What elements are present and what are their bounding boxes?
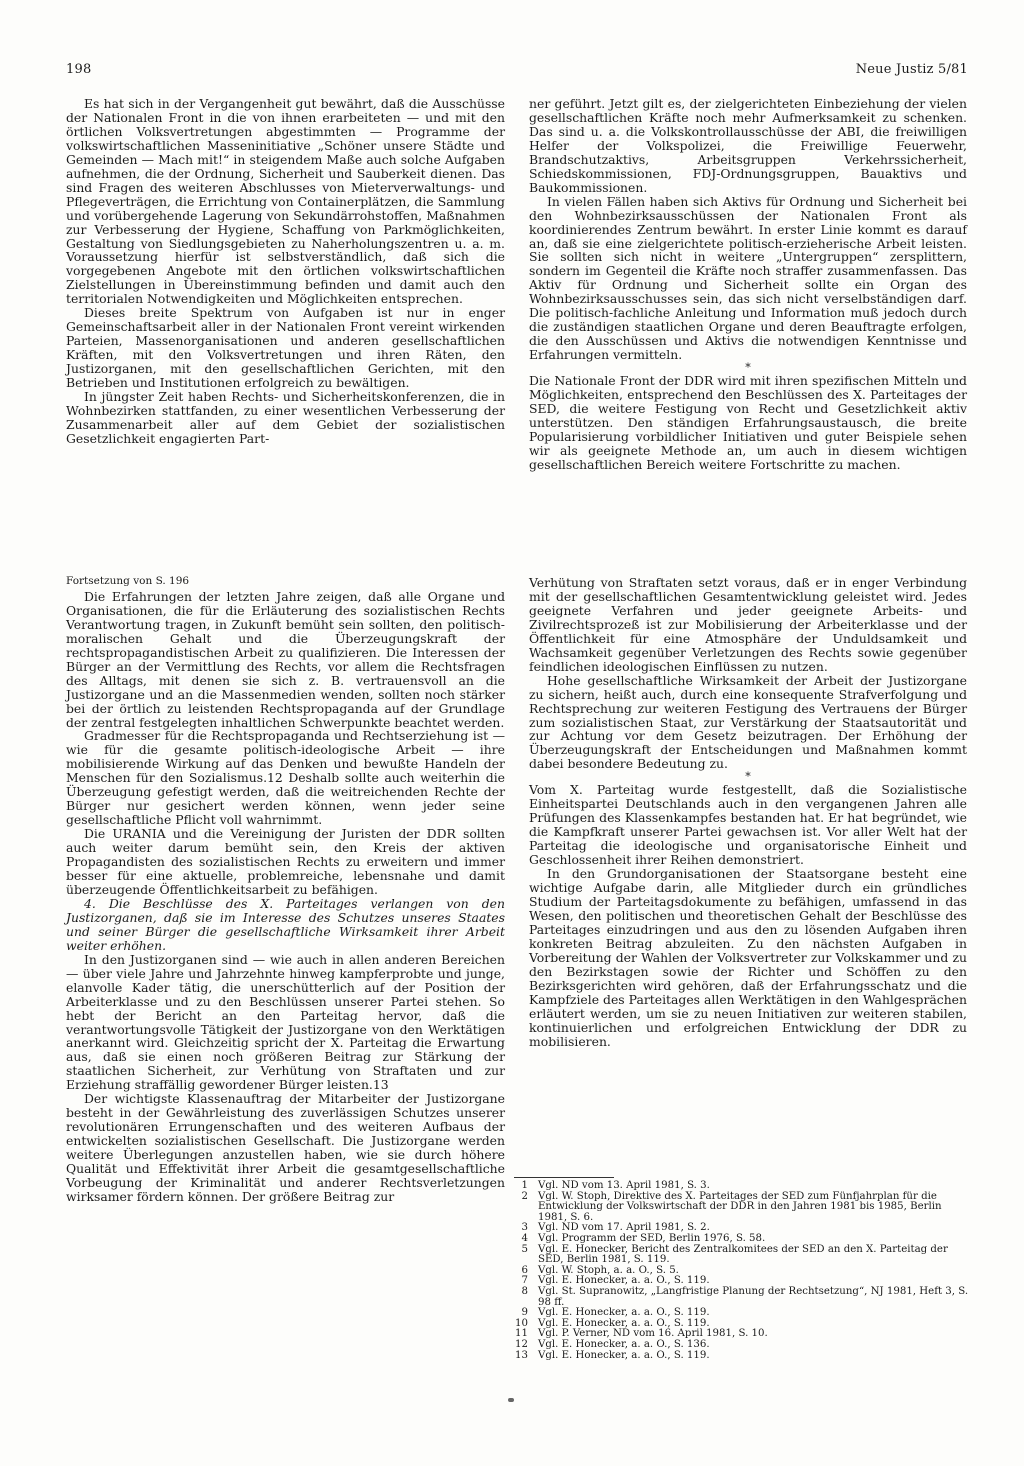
footnote bbox=[510, 1351, 970, 1362]
paragraph: Die Erfahrungen der letzten Jahre zeigen, daß alle Organe und Organisationen, die für die Erläuterung des sozialistischen Rechts Verantwortung tragen, in Zukunft bemüht sein sollten, den politisch-moralischen Gehalt und die Überzeugungskraft der rechtspropagandistischen Arbeit zu qualifizieren. Die Interessen der Bürger an der Vermittlung des Rechts, vor allem die Rechtsfragen des Alltags, mit denen sie sich z. B. vertrauensvoll an die Justizorgane und an die Massenmedien wenden, sollten noch stärker bei der örtlich zu leistenden Rechtspropaganda auf der Grundlage der zentral festgelegten inhaltlichen Schwerpunkte beachtet werden. bbox=[66, 588, 505, 730]
footnote-number: 7 bbox=[521, 1275, 528, 1287]
footnote bbox=[510, 1287, 970, 1308]
paragraph: Gradmesser für die Rechtspropaganda und Rechtserziehung ist — wie für die gesamte politisch-ideologische Arbeit — ihre mobilisierende Wirkung auf das Denken und bewußte Handeln der Menschen für den Sozialismus.12 Deshalb sollte auch weiterhin die Überzeugung gefestigt werden, daß die weitreichenden Rechte der Bürger nur gesichert werden können, wenn jeder seine gesellschaftliche Pflicht voll wahrnimmt. bbox=[66, 728, 505, 828]
journal-issue: Neue Justiz 5/81 bbox=[855, 62, 968, 77]
footnote bbox=[510, 1192, 970, 1224]
footnote-text: Vgl. ND vom 13. April 1981, S. 3. bbox=[538, 1180, 710, 1191]
paragraph: In den Grundorganisationen der Staatsorgane besteht eine wichtige Aufgabe darin, alle Mitglieder durch ein gründliches Studium der Parteitagsdokumente zu befähigen, umfassend in das Wesen, den politischen und theoretischen Gehalt der Beschlüsse des Parteitages einzudringen und aus den zu lösenden Aufgaben ihren konkreten Beitrag abzuleiten. Zu den nächsten Aufgaben in Vorbereitung der Wahlen der Volksvertreter zur Volkskammer und zu den Bezirkstagen sowie der Richter und Schöffen zu den Bezirksgerichten wird gehören, daß der Erfahrungsschatz und die Kampfziele des Parteitages allen Werktätigen in den Wahlgesprächen erläutert werden, um sie zu neuen Initiativen zur weiteren stabilen, kontinuierlichen und erfolgreichen Entwicklung der DDR zu mobilisieren. bbox=[529, 866, 967, 1049]
footnote-number: 1 bbox=[521, 1180, 528, 1191]
paragraph: In vielen Fällen haben sich Aktivs für Ordnung und Sicherheit bei den Wohnbezirksausschüssen der Nationalen Front als koordinierendes Zentrum bewährt. In erster Linie kommt es darauf an, daß sie eine zielgerichtete politisch-erzieherische Arbeit leisten. Sie sollten sich nicht in weitere „Untergruppen“ zersplittern, sondern im Gegenteil die Kräfte noch straffer zusammenfassen. Das Aktiv für Ordnung und Sicherheit sollte ein Organ des Wohnbezirksausschusses sein, das sich nicht verselbständigen darf. Die politisch-fachliche Anleitung und Information muß jedoch durch die zuständigen staatlichen Organe und deren Beauftragte erfolgen, die den Ausschüssen und Aktivs die notwendigen Kenntnisse und Erfahrungen vermitteln. bbox=[529, 193, 967, 363]
section-heading: 4. Die Beschlüsse des X. Parteitages verlangen von den Justizorganen, daß sie im Interesse des Schutzes unseres Staates und seiner Bürger die gesellschaftliche Wirksamkeit ihrer Arbeit weiter erhöhen. bbox=[66, 895, 505, 953]
footnote-number: 5 bbox=[521, 1243, 528, 1255]
footnote-text: Vgl. P. Verner, ND vom 16. April 1981, S. 10. bbox=[538, 1328, 768, 1340]
footnote-number: 13 bbox=[515, 1349, 528, 1361]
paragraph: ner geführt. Jetzt gilt es, der zielgerichteten Einbeziehung der vielen gesellschaftlichen Kräfte noch mehr Aufmerksamkeit zu schenken. Das sind u. a. die Volkskontrollausschüsse der ABI, die freiwilligen Helfer der Volkspolizei, die Freiwillige Feuerwehr, Brandschutzaktivs, Arbeitsgruppen Verkehrssicherheit, Schiedskommissionen, FDJ-Ordnungsgruppen, Bauaktivs und Baukommissionen. bbox=[529, 96, 967, 195]
footnote-text: Vgl. E. Honecker, Bericht des Zentralkomitees der SED an den X. Parteitag der SED, Berlin 1981, S. 119. bbox=[538, 1243, 948, 1266]
paragraph: Dieses breite Spektrum von Aufgaben ist nur in enger Gemeinschaftsarbeit aller in der Nationalen Front vereint wirkenden Parteien, Massenorganisationen und anderen gesellschaftlichen Kräften, mit den Volksvertretungen und ihren Räten, den Justizorganen, mit den gesellschaftlichen Gerichten, mit den Betrieben und Institutionen erfolgreich zu bewältigen. bbox=[66, 305, 505, 391]
footnote-text: Vgl. E. Honecker, a. a. O., S. 119. bbox=[538, 1349, 710, 1361]
bottom-right-column bbox=[529, 576, 967, 1048]
bottom-left-column bbox=[66, 575, 505, 1204]
paragraph: Die URANIA und die Vereinigung der Juristen der DDR sollten auch weiter darum bemüht sein, den Kreis der aktiven Propagandisten des sozialistischen Rechts zu erweitern und immer besser für eine aktuelle, problemreiche, lebensnahe und damit überzeugende Öffentlichkeitsarbeit zu befähigen. bbox=[66, 826, 505, 897]
footnote-text: Vgl. E. Honecker, a. a. O., S. 136. bbox=[538, 1338, 710, 1350]
footnote bbox=[510, 1181, 970, 1192]
paragraph: In den Justizorganen sind — wie auch in allen anderen Bereichen — über viele Jahre und Jahrzehnte hinweg kampferprobte und junge, elanvolle Kader tätig, die unerschütterlich auf der Position der Arbeiterklasse und zu den Beschlüssen unserer Partei stehen. So hebt der Bericht an den Parteitag hervor, daß die verantwortungsvolle Tätigkeit der Justizorgane von den Werktätigen anerkannt wird. Gleichzeitig spricht der X. Parteitag die Erwartung aus, daß sie einen noch größeren Beitrag zur Stärkung der staatlichen Sicherheit, zur Verhütung von Straftaten und zur Erziehung straffällig gewordener Bürger leisten.13 bbox=[66, 951, 505, 1093]
footnote-text: Vgl. E. Honecker, a. a. O., S. 119. bbox=[538, 1275, 710, 1287]
paragraph: Vom X. Parteitag wurde festgestellt, daß die Sozialistische Einheitspartei Deutschlands auch in den vergangenen Jahren alle Prüfungen des Klassenkampfes bestanden hat. Er hat begründet, wie die Kampfkraft unserer Partei gewachsen ist. Vor aller Welt hat der Parteitag die ideologische und organisatorische Einheit und Geschlossenheit ihrer Reihen demonstriert. bbox=[529, 782, 967, 868]
top-right-column bbox=[529, 97, 967, 472]
footnote-number: 11 bbox=[515, 1328, 528, 1340]
footnote-text: Vgl. E. Honecker, a. a. O., S. 119. bbox=[538, 1307, 710, 1319]
footnote-text: Vgl. E. Honecker, a. a. O., S. 119. bbox=[538, 1317, 710, 1329]
paragraph: Der wichtigste Klassenauftrag der Mitarbeiter der Justizorgane besteht in der Gewährleistung des zuverlässigen Schutzes unserer revolutionären Errungenschaften und des weiteren Aufbaus der entwickelten sozialistischen Gesellschaft. Die Justizorgane werden weitere Überlegungen anzustellen haben, wie sie durch höhere Qualität und Effektivität ihrer Arbeit die gesamtgesellschaftliche Vorbeugung der Kriminalität und anderer Rechtsverletzungen wirksamer fördern können. Der größere Beitrag zur bbox=[66, 1091, 505, 1204]
footnote bbox=[510, 1234, 970, 1245]
footnotes bbox=[510, 1181, 970, 1361]
footnote-text: Vgl. Programm der SED, Berlin 1976, S. 58. bbox=[538, 1232, 766, 1244]
paragraph: Es hat sich in der Vergangenheit gut bewährt, daß die Ausschüsse der Nationalen Front in die von ihnen erarbeiteten — und mit den örtlichen Volksvertretungen abgestimmten — Programme der volkswirtschaftlichen Masseninitiative „Schöner unsere Städte und Gemeinden — Mach mit!“ in steigendem Maße auch solche Aufgaben aufnehmen, die der Ordnung, Sicherheit und Sauberkeit dienen. Das sind Fragen des weiteren Abschlusses von Mieterverwaltungs- und Pflegeverträgen, die Errichtung von Containerplätzen, die Sammlung und vorübergehende Lagerung von Sekundärrohstoffen, Maßnahmen zur Verbesserung der Hygiene, Schaffung von Parkmöglichkeiten, Gestaltung von Siedlungsgebieten zu Naherholungszentren u. a. m. Voraussetzung hierfür ist selbstverständlich, daß sich die vorgegebenen Angebote mit den örtlichen volkswirtschaftlichen Zielstellungen in Übereinstimmung befinden und damit auch den territorialen Notwendigkeiten und Möglichkeiten entsprechen. bbox=[66, 96, 505, 307]
footnote-number: 4 bbox=[521, 1232, 528, 1244]
paragraph: In jüngster Zeit haben Rechts- und Sicherheitskonferenzen, die in Wohnbezirken stattfanden, zu einer wesentlichen Verbesserung der Zusammenarbeit aller auf dem Gebiet der sozialistischen Gesetzlichkeit engagierten Part- bbox=[66, 389, 505, 446]
paragraph: Die Nationale Front der DDR wird mit ihren spezifischen Mitteln und Möglichkeiten, entsprechend den Beschlüssen des X. Parteitages der SED, die weitere Festigung von Recht und Gesetzlichkeit aktiv unterstützen. Den ständigen Erfahrungsaustausch, die breite Popularisierung vorbildlicher Initiativen und guter Beispiele sehen wir als geeignete Methode an, um auch in diesem wichtigen gesellschaftlichen Bereich weitere Fortschritte zu machen. bbox=[529, 373, 967, 472]
page-number: 198 bbox=[66, 62, 92, 77]
paragraph: Hohe gesellschaftliche Wirksamkeit der Arbeit der Justizorgane zu sichern, heißt auch, durch eine konsequente Strafverfolgung und Rechtsprechung zur weiteren Festigung des Vertrauens der Bürger zum sozialistischen Staat, zur Verstärkung der Staatsautorität und zur Achtung vor dem Gesetz beizutragen. Der Erhöhung der Überzeugungskraft der Entscheidungen und Maßnahmen kommt dabei besondere Bedeutung zu. bbox=[529, 672, 967, 772]
footnote-number: 8 bbox=[521, 1285, 528, 1297]
footnote-text: Vgl. St. Supranowitz, „Langfristige Planung der Rechtsetzung“, NJ 1981, Heft 3, S. 98 ff. bbox=[538, 1285, 969, 1308]
footnote-number: 10 bbox=[515, 1317, 528, 1329]
footnote-number: 3 bbox=[521, 1222, 528, 1234]
section-separator: * bbox=[745, 770, 751, 784]
footnote-divider bbox=[514, 1177, 614, 1178]
footnote-text: Vgl. ND vom 17. April 1981, S. 2. bbox=[538, 1222, 710, 1234]
footnote-text: Vgl. W. Stoph, Direktive des X. Parteitages der SED zum Fünfjahrplan für die Entwicklung der Volkswirtschaft der DDR in den Jahren 1981 bis 1985, Berlin 1981, S. 6. bbox=[538, 1190, 942, 1223]
top-left-column bbox=[66, 97, 505, 446]
footnote bbox=[510, 1340, 970, 1351]
footnote-text: Vgl. W. Stoph, a. a. O., S. 5. bbox=[538, 1264, 679, 1276]
section-separator: * bbox=[745, 361, 751, 375]
print-speck bbox=[508, 1398, 514, 1402]
footnote-number: 12 bbox=[515, 1338, 528, 1350]
footnote-number: 6 bbox=[521, 1264, 528, 1276]
continuation-note: Fortsetzung von S. 196 bbox=[66, 575, 190, 587]
footnote-number: 2 bbox=[521, 1190, 528, 1202]
footnote bbox=[510, 1245, 970, 1266]
footnote-number: 9 bbox=[521, 1307, 528, 1319]
paragraph: Verhütung von Straftaten setzt voraus, daß er in enger Verbindung mit der gesellschaftlichen Gesamtentwicklung geleistet wird. Jedes geeignete Verfahren und jeder geeignete Arbeits- und Zivilrechtsprozeß ist zur Mobilisierung der Arbeiterklasse und der Öffentlichkeit für eine Atmosphäre der Unduldsamkeit und Wachsamkeit gegenüber Verletzungen des Rechts sowie gegenüber feindlichen ideologischen Einflüssen zu nutzen. bbox=[529, 575, 967, 674]
